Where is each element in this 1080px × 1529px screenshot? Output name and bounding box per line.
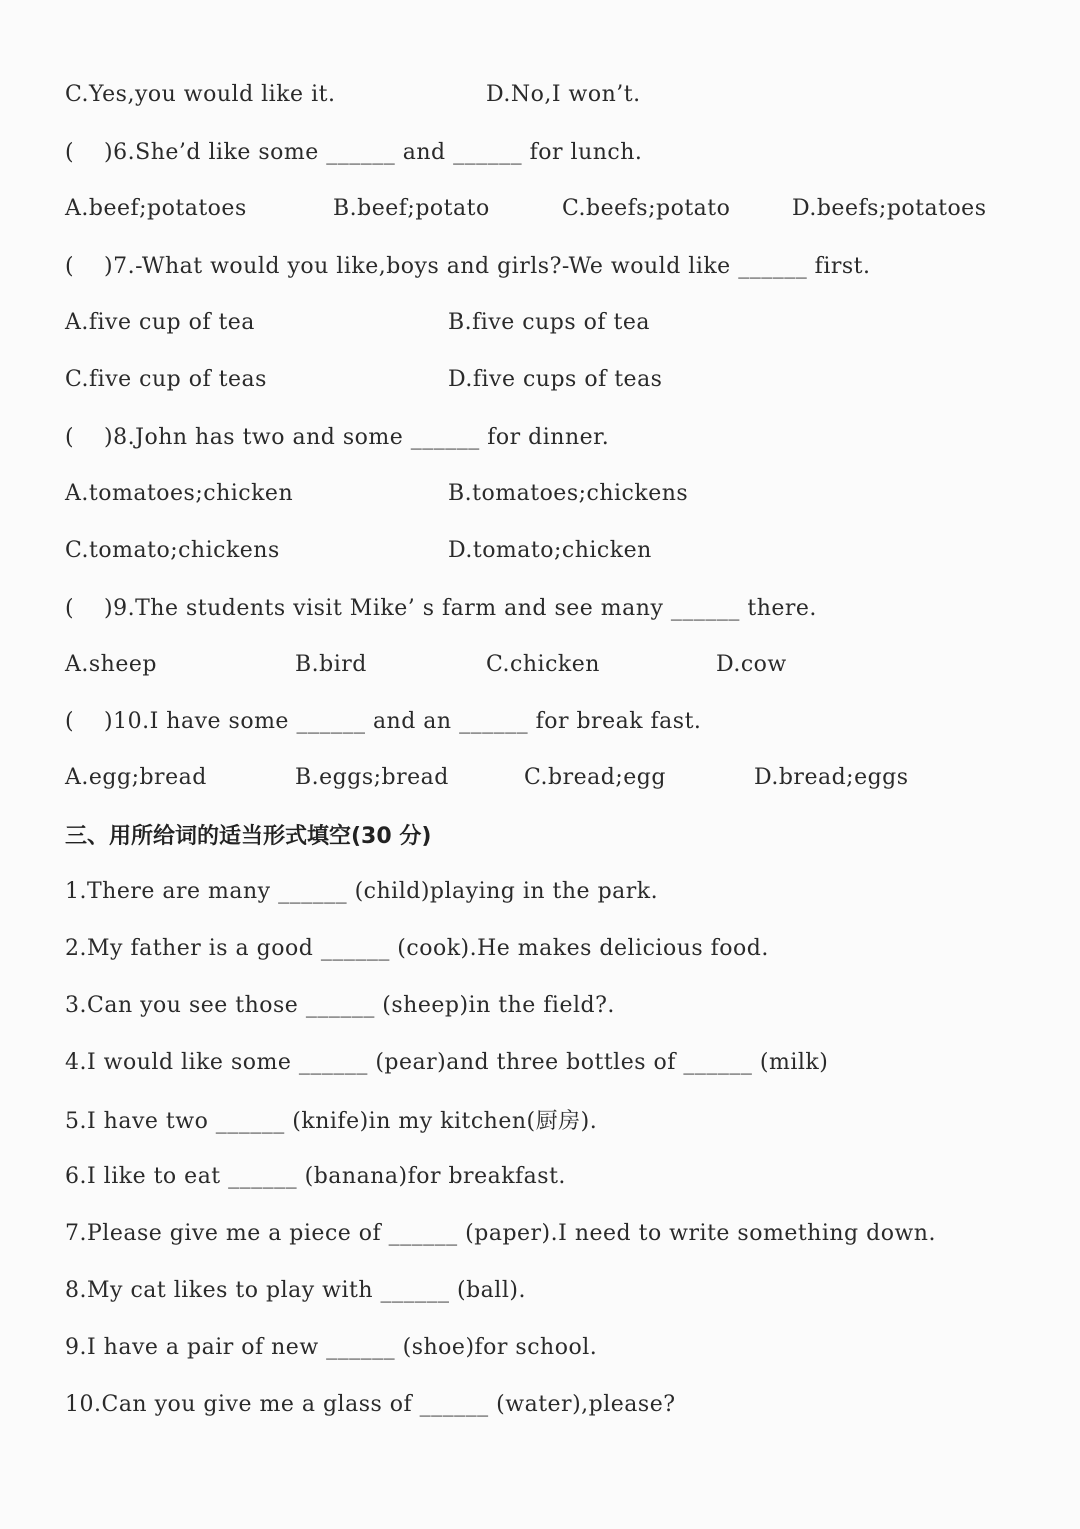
q6-option-b: B.beef;potato <box>333 196 490 221</box>
question-7-stem: ( )7.-What would you like,boys and girls?-We would like ______ first. <box>65 253 871 279</box>
fill-item-4: 4.I would like some ______ (pear)and three bottles of ______ (milk) <box>65 1049 829 1075</box>
fill-item-1: 1.There are many ______ (child)playing in the park. <box>65 878 659 904</box>
q9-option-d: D.cow <box>716 652 787 677</box>
fill-item-8: 8.My cat likes to play with ______ (ball). <box>65 1277 526 1303</box>
q5-option-d: D.No,I won’t. <box>486 82 641 107</box>
q5-options-row <box>65 75 1015 115</box>
fill-item-10: 10.Can you give me a glass of ______ (water),please? <box>65 1391 676 1417</box>
section-3-heading: 三、用所给词的适当形式填空(30 分) <box>65 823 432 849</box>
question-8-stem: ( )8.John has two and some ______ for dinner. <box>65 424 610 450</box>
q6-option-d: D.beefs;potatoes <box>792 196 987 221</box>
q6-option-c: C.beefs;potato <box>562 196 731 221</box>
q5-option-c: C.Yes,you would like it. <box>65 82 336 107</box>
question-9-options <box>65 645 1015 685</box>
fill-item-2: 2.My father is a good ______ (cook).He makes delicious food. <box>65 935 769 961</box>
q7-option-c: C.five cup of teas <box>65 367 267 392</box>
fill-item-9: 9.I have a pair of new ______ (shoe)for school. <box>65 1334 598 1360</box>
q9-option-a: A.sheep <box>65 652 157 677</box>
q8-option-d: D.tomato;chicken <box>448 538 652 563</box>
question-7-options-row1 <box>65 303 1015 343</box>
fill-item-6: 6.I like to eat ______ (banana)for breakfast. <box>65 1163 566 1189</box>
question-8-options-row1 <box>65 474 1015 514</box>
q6-option-a: A.beef;potatoes <box>65 196 247 221</box>
q10-option-d: D.bread;eggs <box>754 765 909 790</box>
question-10-options <box>65 758 1015 798</box>
q7-option-a: A.five cup of tea <box>65 310 255 335</box>
q7-option-d: D.five cups of teas <box>448 367 663 392</box>
q10-option-b: B.eggs;bread <box>295 765 449 790</box>
question-6-stem: ( )6.She’d like some ______ and ______ for lunch. <box>65 139 643 165</box>
question-7-options-row2 <box>65 360 1015 400</box>
question-6-options <box>65 189 1015 229</box>
q9-option-b: B.bird <box>295 652 367 677</box>
q8-option-b: B.tomatoes;chickens <box>448 481 689 506</box>
fill-item-3: 3.Can you see those ______ (sheep)in the field?. <box>65 992 615 1018</box>
q10-option-a: A.egg;bread <box>65 765 207 790</box>
question-8-options-row2 <box>65 531 1015 571</box>
fill-item-5: 5.I have two ______ (knife)in my kitchen(厨房). <box>65 1108 598 1134</box>
q8-option-c: C.tomato;chickens <box>65 538 280 563</box>
q10-option-c: C.bread;egg <box>524 765 666 790</box>
question-10-stem: ( )10.I have some ______ and an ______ for break fast. <box>65 708 702 734</box>
question-9-stem: ( )9.The students visit Mike’ s farm and see many ______ there. <box>65 595 817 621</box>
q9-option-c: C.chicken <box>486 652 600 677</box>
q7-option-b: B.five cups of tea <box>448 310 650 335</box>
q8-option-a: A.tomatoes;chicken <box>65 481 294 506</box>
fill-item-7: 7.Please give me a piece of ______ (paper).I need to write something down. <box>65 1220 936 1246</box>
